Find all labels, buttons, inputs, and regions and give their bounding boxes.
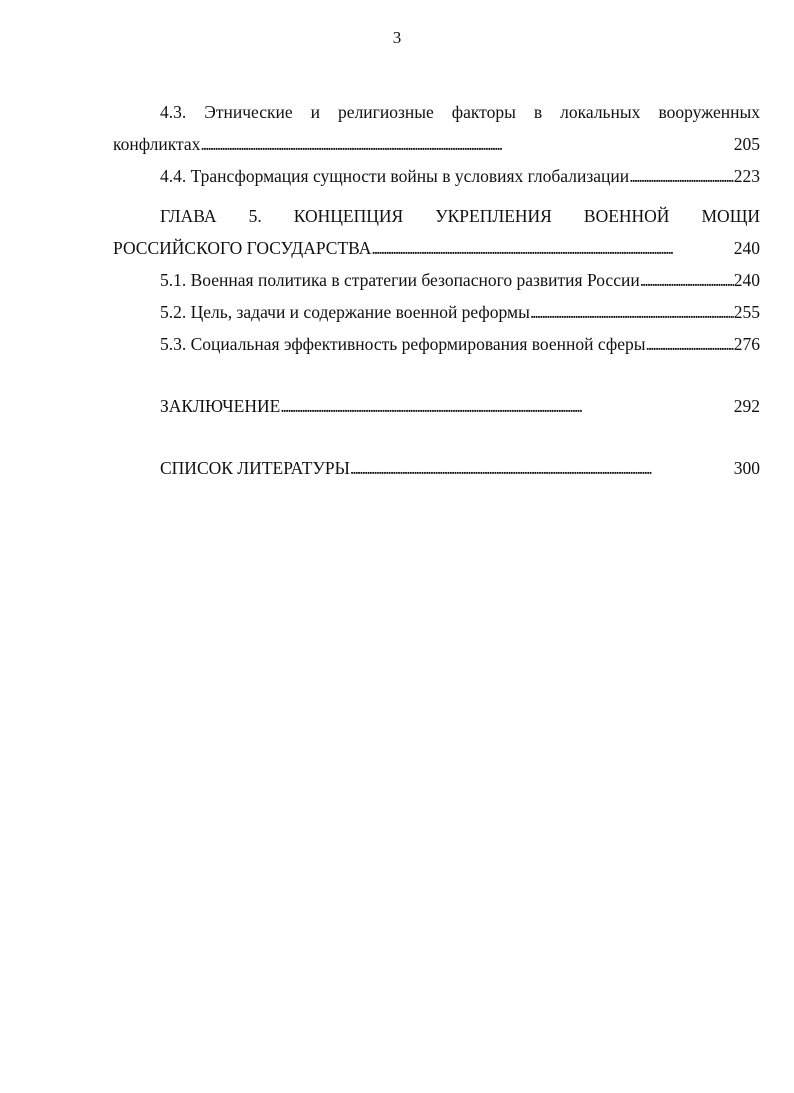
toc-entry-title: СПИСОК ЛИТЕРАТУРЫ: [160, 458, 350, 478]
toc-entry-4-4[interactable]: [113, 160, 760, 192]
dot-leader: [371, 232, 733, 264]
toc-entry-page: 205: [733, 134, 760, 154]
toc-entry-bibliography[interactable]: [113, 452, 760, 484]
toc-entry-conclusion[interactable]: [113, 390, 760, 422]
toc-entry-page: 240: [733, 238, 760, 258]
toc-entry-4-3-line2[interactable]: [113, 128, 760, 160]
page-number: 3: [392, 28, 402, 47]
toc-entry-title: РОССИЙСКОГО ГОСУДАРСТВА: [113, 238, 372, 258]
toc-entry-5-1[interactable]: [113, 264, 760, 296]
toc-entry-page: 300: [733, 458, 760, 478]
toc-entry-page: 255: [733, 302, 760, 322]
toc-entry-5-2[interactable]: [113, 296, 760, 328]
toc-entry-title: 5.2. Цель, задачи и содержание военной реформы: [160, 302, 530, 322]
dot-leader: [530, 296, 734, 328]
toc-entry-title: 4.4. Трансформация сущности войны в условиях глобализации: [160, 166, 630, 186]
table-of-contents: [113, 96, 760, 484]
toc-entry-title: конфликтах: [113, 134, 201, 154]
toc-entry-5-3[interactable]: [113, 328, 760, 360]
dot-leader: [200, 128, 733, 160]
dot-leader: [280, 390, 733, 422]
dot-leader: [645, 328, 733, 360]
dot-leader: [629, 160, 734, 192]
toc-entry-page: 223: [733, 166, 760, 186]
toc-entry-4-3-line1: 4.3. Этнические и религиозные факторы в локальных вооруженных: [160, 102, 760, 122]
toc-entry-page: 292: [733, 396, 760, 416]
dot-leader: [640, 264, 734, 296]
toc-chapter-5-line1: ГЛАВА 5. КОНЦЕПЦИЯ УКРЕПЛЕНИЯ ВОЕННОЙ МОЩИ: [160, 206, 760, 226]
toc-entry-page: 276: [733, 334, 760, 354]
toc-entry-page: 240: [733, 270, 760, 290]
toc-entry-title: ЗАКЛЮЧЕНИЕ: [160, 396, 281, 416]
toc-entry-title: 5.1. Военная политика в стратегии безопасного развития России: [160, 270, 640, 290]
dot-leader: [350, 452, 734, 484]
toc-entry-title: 5.3. Социальная эффективность реформирования военной сферы: [160, 334, 646, 354]
toc-chapter-5-line2[interactable]: [113, 232, 760, 264]
